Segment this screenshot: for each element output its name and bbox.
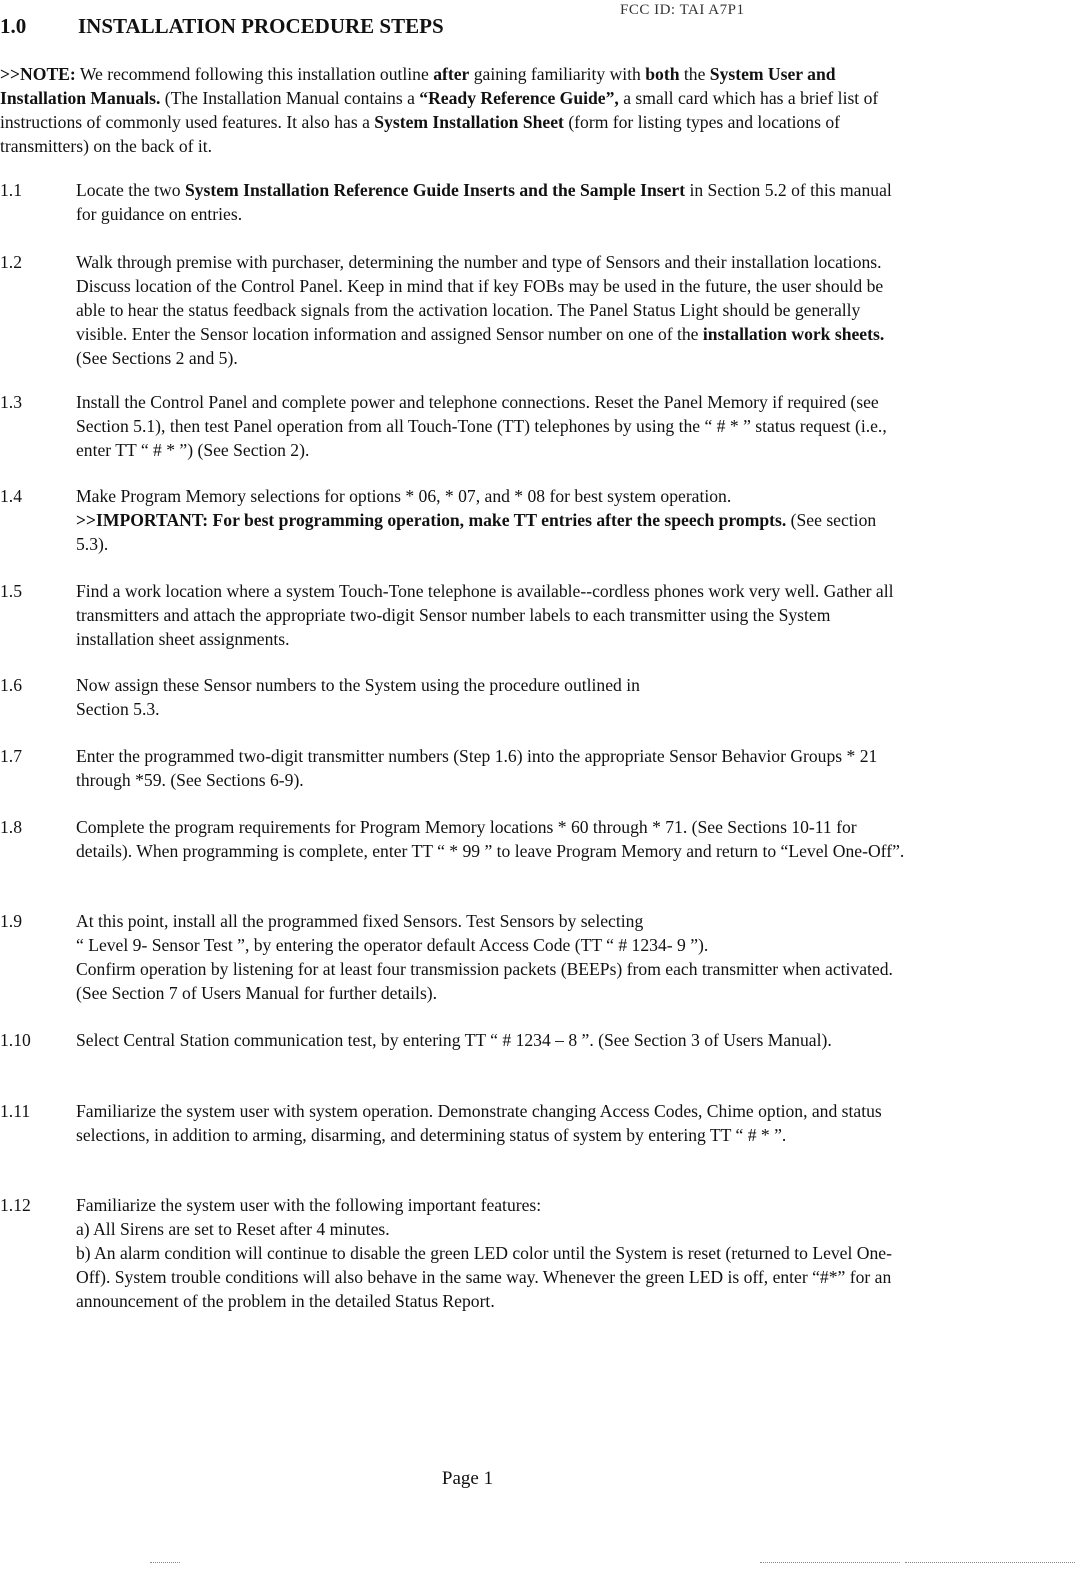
step-text <box>76 250 906 370</box>
note-text-1: We recommend following this installation outline <box>75 64 434 84</box>
step-line-3: b) An alarm condition will continue to disable the green LED color until the System is reset (returned to Level One-Off). System trouble conditions will also behave in the same way. Whenever the green LED is off, enter “#*” for an announcement of the problem in the detailed Status Report. <box>76 1243 892 1311</box>
scan-artifact-right-2 <box>905 1562 1075 1563</box>
step-line-2: a) All Sirens are set to Reset after 4 minutes. <box>76 1219 390 1239</box>
fcc-id-stamp: FCC ID: TAI A7P1 <box>620 2 745 18</box>
note-bold-ready-reference: “Ready Reference Guide”, <box>419 88 619 108</box>
note-text-6: (form for listing types and locations of transmitters) on the back of it. <box>0 112 840 156</box>
step-line-1: Familiarize the system user with the following important features: <box>76 1195 542 1215</box>
step-number: 1.7 <box>0 746 22 766</box>
step-line-1: Now assign these Sensor numbers to the System using the procedure outlined in <box>76 675 640 695</box>
step-number: 1.9 <box>0 911 22 931</box>
step-text-pre: Locate the two <box>76 180 185 200</box>
note-bold-installation-sheet: System Installation Sheet <box>374 112 564 132</box>
note-bold-manuals: System User and Installation Manuals. <box>0 64 836 108</box>
step-number: 1.3 <box>0 392 22 412</box>
note-text-3: the <box>679 64 710 84</box>
section-number: 1.0 <box>0 14 27 38</box>
step-number: 1.1 <box>0 180 22 200</box>
step-text-pre: Walk through premise with purchaser, determining the number and type of Sensors and their installation locations. Discuss location of the Control Panel. Keep in mind that if key FOBs may be used in the future, the user should be able to hear the status feedback signals from the activation location. The Panel Status Light should be generally visible. Enter the Sensor location information and assigned Sensor number on one of the <box>76 252 884 344</box>
scan-artifact-right-1 <box>760 1562 900 1563</box>
note-bold-both: both <box>645 64 680 84</box>
step-text: Enter the programmed two-digit transmitter numbers (Step 1.6) into the appropriate Sensor Behavior Groups * 21 through *59. (See Sections 6-9). <box>76 746 878 790</box>
page-footer <box>0 1468 1075 1490</box>
step-text: Find a work location where a system Touch-Tone telephone is available--cordless phones work very well. Gather all transmitters and attach the appropriate two-digit Sensor number labels to each transmitter using the System installation sheet assignments. <box>76 581 894 649</box>
note-paragraph <box>0 62 900 158</box>
note-text-2: gaining familiarity with <box>469 64 646 84</box>
step-line-2: Section 5.3. <box>76 699 160 719</box>
step-number: 1.6 <box>0 675 22 695</box>
note-text-4: (The Installation Manual contains a <box>160 88 420 108</box>
step-text <box>76 1193 906 1313</box>
note-text-5: a small card which has a brief list of instructions of commonly used features. It also has a <box>0 88 879 132</box>
step-number: 1.2 <box>0 252 22 272</box>
step-text: Install the Control Panel and complete power and telephone connections. Reset the Panel Memory if required (see Section 5.1), then test Panel operation from all Touch-Tone (TT) telephones by using the “ # * ” status request (i.e., enter TT “ # * ”) (See Section 2). <box>76 392 887 460</box>
step-text <box>76 178 906 226</box>
step-line-2 <box>76 508 906 556</box>
step-text-bold: installation work sheets. <box>702 324 885 344</box>
step-line-1: At this point, install all the programmed fixed Sensors. Test Sensors by selecting <box>76 911 644 931</box>
step-text-bold: System Installation Reference Guide Inserts and the Sample Insert <box>184 180 686 200</box>
step-text <box>76 909 906 1005</box>
step-line-3: Confirm operation by listening for at least four transmission packets (BEEPs) from each transmitter when activated. (See Section 7 of Users Manual for further details). <box>76 959 893 1003</box>
note-bold-after: after <box>433 64 470 84</box>
step-number: 1.5 <box>0 581 22 601</box>
scan-artifact-left <box>150 1562 180 1563</box>
step-line-1: Make Program Memory selections for options * 06, * 07, and * 08 for best system operation. <box>76 486 732 506</box>
section-title: INSTALLATION PROCEDURE STEPS <box>78 14 444 38</box>
step-number: 1.12 <box>0 1195 31 1215</box>
step-number: 1.11 <box>0 1101 31 1121</box>
note-label: >>NOTE: <box>0 64 76 84</box>
step-text-post: (See Sections 2 and 5). <box>76 348 238 368</box>
step-number: 1.8 <box>0 817 22 837</box>
step-text-post: in Section 5.2 of this manual for guidance on entries. <box>76 180 892 224</box>
page-number: Page 1 <box>441 1468 494 1489</box>
step-text: Select Central Station communication test, by entering TT “ # 1234 – 8 ”. (See Section 3 of Users Manual). <box>76 1030 832 1050</box>
step-number: 1.4 <box>0 486 22 506</box>
step-text: Familiarize the system user with system operation. Demonstrate changing Access Codes, Chime option, and status selections, in addition to arming, disarming, and determining status of system by entering TT “ # * ”. <box>76 1101 882 1145</box>
step-text-post: (See section 5.3). <box>76 510 877 554</box>
section-heading <box>0 14 444 39</box>
step-text <box>76 484 906 556</box>
step-number: 1.10 <box>0 1030 31 1050</box>
important-notice: >>IMPORTANT: For best programming operation, make TT entries after the speech prompts. <box>76 510 787 530</box>
step-line-2: “ Level 9- Sensor Test ”, by entering the operator default Access Code (TT “ # 1234- 9 ”). <box>76 935 709 955</box>
step-text <box>76 673 906 721</box>
step-text: Complete the program requirements for Program Memory locations * 60 through * 71. (See Sections 10-11 for details). When programming is complete, enter TT “ * 99 ” to leave Program Memory and return to “Level One-Off”. <box>76 817 905 861</box>
